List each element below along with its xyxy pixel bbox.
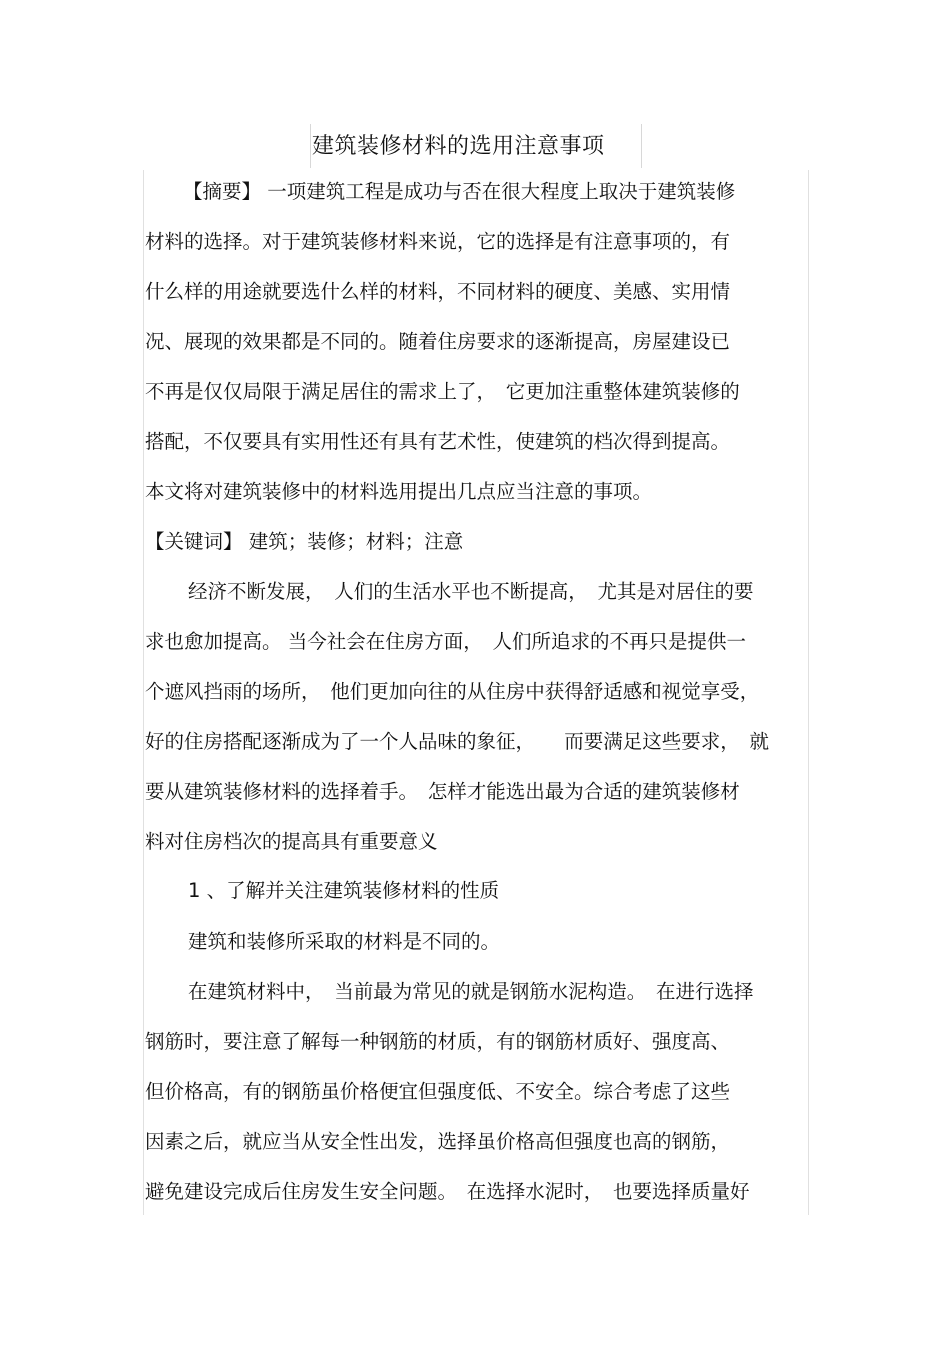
text-line-abstract: 【摘要】 一项建筑工程是成功与否在很大程度上取决于建筑装修 [183,180,736,203]
text-line: 钢筋时，要注意了解每一种钢筋的材质，有的钢筋材质好、强度高、 [145,1030,731,1053]
text-line: 建筑和装修所采取的材料是不同的。 [188,930,501,953]
text-line: 经济不断发展， 人们的生活水平也不断提高， 尤其是对居住的要 [188,580,754,603]
text-line: 材料的选择。对于建筑装修材料来说，它的选择是有注意事项的，有 [145,230,731,253]
text-line: 在建筑材料中， 当前最为常见的就是钢筋水泥构造。 在进行选择 [188,980,754,1003]
text-line: 什么样的用途就要选什么样的材料，不同材料的硬度、美感、实用情 [145,280,731,303]
text-line: 好的住房搭配逐渐成为了一个人品味的象征， 而要满足这些要求， 就 [145,730,770,753]
text-line: 料对住房档次的提高具有重要意义 [145,830,438,853]
text-line: 本文将对建筑装修中的材料选用提出几点应当注意的事项。 [145,480,653,503]
text-line: 求也愈加提高。 当今社会在住房方面， 人们所追求的不再只是提供一 [145,630,746,653]
text-line: 避免建设完成后住房发生安全问题。 在选择水泥时， 也要选择质量好 [145,1180,750,1203]
text-line: 要从建筑装修材料的选择着手。 怎样才能选出最为合适的建筑装修材 [145,780,740,803]
text-line: 个遮风挡雨的场所， 他们更加向往的从住房中获得舒适感和视觉享受， [145,680,760,703]
document-title: 建筑装修材料的选用注意事项 [312,134,605,159]
text-line: 因素之后，就应当从安全性出发，选择虽价格高但强度也高的钢筋， [145,1130,731,1153]
text-line-keywords: 【关键词】 建筑；装修；材料；注意 [145,530,464,553]
section-heading: 1 、了解并关注建筑装修材料的性质 [188,879,500,902]
text-line: 搭配，不仅要具有实用性还有具有艺术性，使建筑的档次得到提高。 [145,430,731,453]
text-line: 不再是仅仅局限于满足居住的需求上了， 它更加注重整体建筑装修的 [145,380,740,403]
text-line: 况、展现的效果都是不同的。随着住房要求的逐渐提高，房屋建设已 [145,330,731,353]
text-line: 但价格高，有的钢筋虽价格便宜但强度低、不安全。综合考虑了这些 [145,1080,731,1103]
